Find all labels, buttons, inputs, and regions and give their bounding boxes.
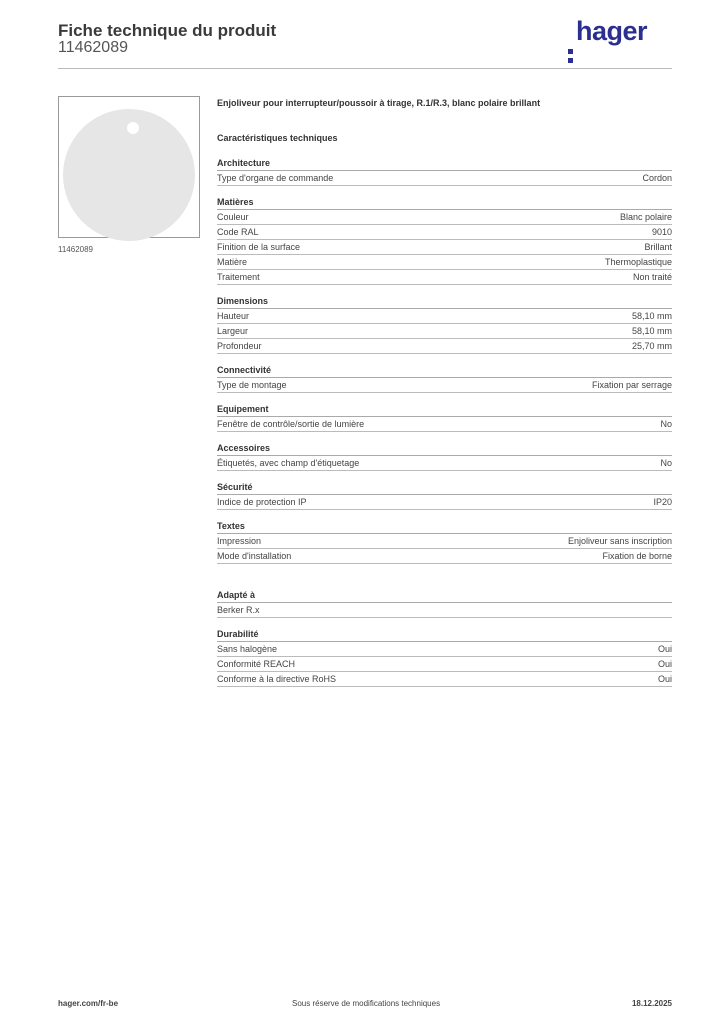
image-caption: 11462089 bbox=[58, 245, 93, 254]
spec-sections bbox=[217, 157, 672, 564]
durability-section bbox=[217, 628, 672, 687]
spec-label: Indice de protection IP bbox=[217, 497, 307, 507]
spec-row bbox=[217, 417, 672, 432]
product-disc-image bbox=[63, 109, 195, 241]
section-heading: Durabilité bbox=[217, 628, 672, 642]
spec-value: 58,10 mm bbox=[631, 311, 672, 321]
spec-label: Impression bbox=[217, 536, 262, 546]
spec-value: Fixation par serrage bbox=[591, 380, 672, 390]
section-heading: Equipement bbox=[217, 403, 672, 417]
footer-website: hager.com/fr-be bbox=[58, 999, 119, 1008]
spec-label: Berker R.x bbox=[217, 605, 260, 615]
section-heading: Textes bbox=[217, 520, 672, 534]
spec-value: No bbox=[660, 458, 672, 468]
section-heading: Connectivité bbox=[217, 364, 672, 378]
spec-value: Oui bbox=[657, 644, 672, 654]
spec-subtitle: Caractéristiques techniques bbox=[217, 133, 338, 143]
spec-value: Fixation de borne bbox=[602, 551, 672, 561]
spec-label: Couleur bbox=[217, 212, 249, 222]
footer-disclaimer: Sous réserve de modifications techniques bbox=[292, 999, 441, 1008]
spec-value: No bbox=[660, 419, 672, 429]
spec-value: Cordon bbox=[642, 173, 672, 183]
spec-value: 25,70 mm bbox=[631, 341, 672, 351]
spec-row bbox=[217, 456, 672, 471]
spec-label: Conformité REACH bbox=[217, 659, 296, 669]
spec-label: Fenêtre de contrôle/sortie de lumière bbox=[217, 419, 365, 429]
spec-row bbox=[217, 642, 672, 657]
spec-label: Profondeur bbox=[217, 341, 262, 351]
spec-label: Mode d'installation bbox=[217, 551, 292, 561]
spec-value: Blanc polaire bbox=[619, 212, 672, 222]
section-heading: Sécurité bbox=[217, 481, 672, 495]
section-heading: Adapté à bbox=[217, 589, 672, 603]
spec-value: Brillant bbox=[644, 242, 672, 252]
spec-row bbox=[217, 240, 672, 255]
spec-value: Non traité bbox=[632, 272, 672, 282]
spec-label: Code RAL bbox=[217, 227, 259, 237]
header-divider bbox=[58, 68, 672, 69]
spec-value: Oui bbox=[657, 659, 672, 669]
section-heading: Matières bbox=[217, 196, 672, 210]
spec-value: Oui bbox=[657, 674, 672, 684]
spec-label: Type de montage bbox=[217, 380, 287, 390]
spec-row bbox=[217, 171, 672, 186]
spec-value: IP20 bbox=[653, 497, 672, 507]
spec-row bbox=[217, 324, 672, 339]
product-id: 11462089 bbox=[58, 39, 128, 56]
spec-label: Conforme à la directive RoHS bbox=[217, 674, 337, 684]
spec-row bbox=[217, 657, 672, 672]
spec-value: Enjoliveur sans inscription bbox=[567, 536, 672, 546]
page-title: Fiche technique du produit bbox=[58, 21, 277, 40]
spec-row bbox=[217, 210, 672, 225]
spec-label: Hauteur bbox=[217, 311, 250, 321]
spec-row bbox=[217, 495, 672, 510]
spec-row bbox=[217, 309, 672, 324]
spec-label: Sans halogène bbox=[217, 644, 278, 654]
spec-label: Finition de la surface bbox=[217, 242, 301, 252]
spec-label: Étiquetés, avec champ d'étiquetage bbox=[217, 458, 360, 468]
spec-row bbox=[217, 339, 672, 354]
product-image-frame bbox=[58, 96, 200, 238]
spec-label: Largeur bbox=[217, 326, 249, 336]
spec-value: Thermoplastique bbox=[604, 257, 672, 267]
spec-label: Matière bbox=[217, 257, 248, 267]
disc-hole bbox=[127, 122, 139, 134]
spec-row bbox=[217, 549, 672, 564]
spec-row bbox=[217, 270, 672, 285]
spec-value: 9010 bbox=[651, 227, 672, 237]
spec-row bbox=[217, 225, 672, 240]
spec-value: 58,10 mm bbox=[631, 326, 672, 336]
footer-date: 18.12.2025 bbox=[631, 999, 672, 1008]
logo-text: hager bbox=[576, 16, 648, 46]
product-title: Enjoliveur pour interrupteur/poussoir à tirage, R.1/R.3, blanc polaire brillant bbox=[217, 98, 541, 108]
section-heading: Dimensions bbox=[217, 295, 672, 309]
spec-row bbox=[217, 672, 672, 687]
spec-content bbox=[217, 96, 672, 687]
spec-row bbox=[217, 255, 672, 270]
spec-row bbox=[217, 378, 672, 393]
spec-label: Traitement bbox=[217, 272, 260, 282]
adapted-section bbox=[217, 589, 672, 618]
spec-label: Type d'organe de commande bbox=[217, 173, 334, 183]
section-heading: Architecture bbox=[217, 157, 672, 171]
hager-logo bbox=[568, 16, 647, 47]
spec-row bbox=[217, 603, 672, 618]
section-heading: Accessoires bbox=[217, 442, 672, 456]
spec-row bbox=[217, 534, 672, 549]
